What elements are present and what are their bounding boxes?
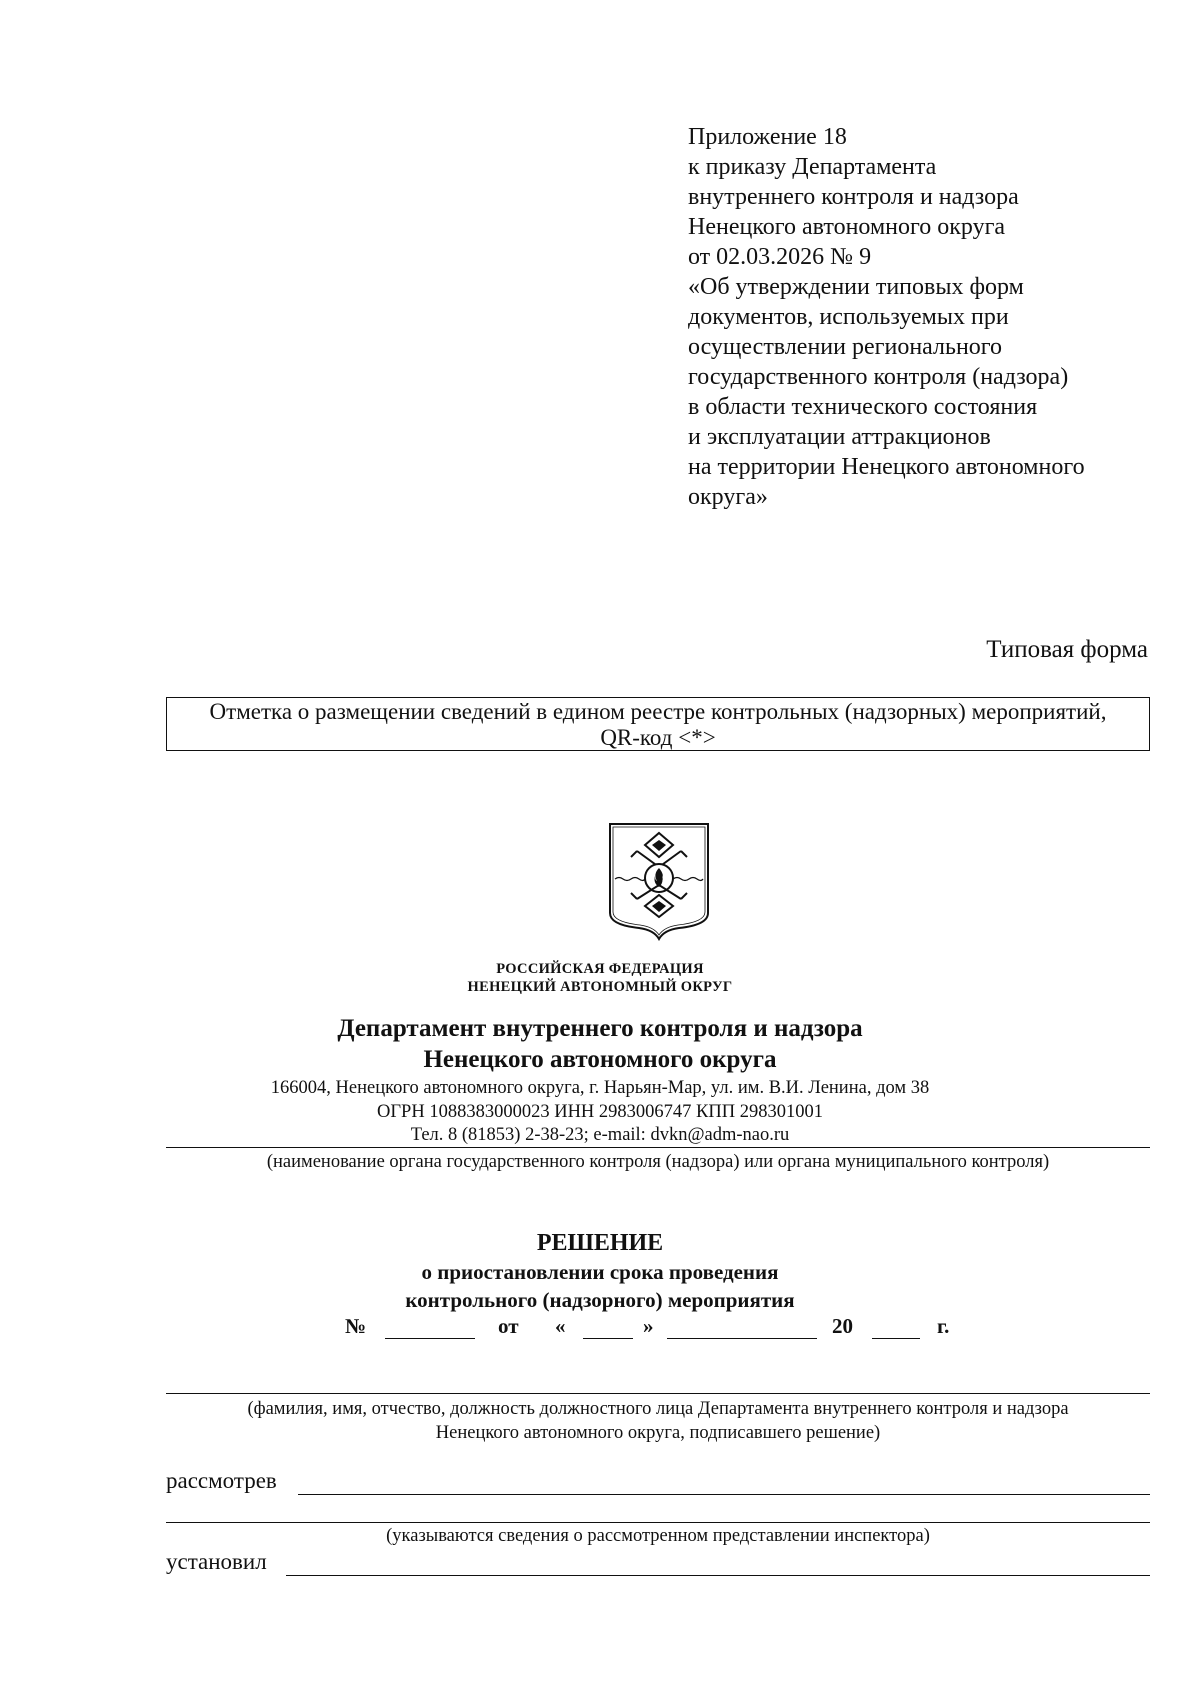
organization-rule bbox=[166, 1147, 1150, 1148]
year-blank[interactable] bbox=[872, 1314, 920, 1339]
country-heading: РОССИЙСКАЯ ФЕДЕРАЦИЯ bbox=[496, 961, 704, 977]
reviewed-line-2[interactable] bbox=[166, 1522, 1150, 1523]
appendix-line: осуществлении регионального bbox=[688, 334, 1003, 360]
appendix-line: документов, используемых при bbox=[688, 304, 1009, 330]
decision-subtitle-line2: контрольного (надзорного) мероприятия bbox=[405, 1288, 795, 1312]
department-address: 166004, Ненецкого автономного округа, г. Нарьян-Мар, ул. им. В.И. Ленина, дом 38 bbox=[270, 1078, 930, 1098]
registry-mark-line1: Отметка о размещении сведений в едином реестре контрольных (надзорных) мероприятий, bbox=[209, 699, 1107, 724]
appendix-line: внутреннего контроля и надзора bbox=[688, 184, 1019, 210]
registry-mark-line2: QR-код <*> bbox=[600, 725, 716, 750]
appendix-block bbox=[688, 122, 1158, 512]
appendix-line: государственного контроля (надзора) bbox=[688, 364, 1069, 390]
quote-open: « bbox=[555, 1314, 566, 1338]
organization-caption: (наименование органа государственного контроля (надзора) или органа муниципального контроля) bbox=[266, 1152, 1050, 1172]
appendix-line: «Об утверждении типовых форм bbox=[688, 274, 1024, 300]
appendix-line: в области технического состояния bbox=[688, 394, 1038, 420]
appendix-line: Ненецкого автономного округа bbox=[688, 214, 1006, 240]
day-blank[interactable] bbox=[583, 1314, 633, 1339]
reviewed-label: рассмотрев bbox=[166, 1468, 277, 1493]
decision-title: РЕШЕНИЕ bbox=[536, 1230, 664, 1256]
registry-mark-box bbox=[166, 697, 1150, 751]
official-caption-line2: Ненецкого автономного округа, подписавшего решение) bbox=[435, 1423, 881, 1443]
official-caption-line1: (фамилия, имя, отчество, должность должностного лица Департамента внутреннего контроля и надзора bbox=[247, 1399, 1069, 1419]
appendix-line: и эксплуатации аттракционов bbox=[688, 424, 991, 450]
number-label: № bbox=[345, 1314, 367, 1338]
appendix-line: Приложение 18 bbox=[688, 124, 847, 150]
form-type-label: Типовая форма bbox=[986, 636, 1148, 663]
appendix-line: на территории Ненецкого автономного bbox=[688, 454, 1085, 480]
department-name-line2: Ненецкого автономного округа bbox=[423, 1046, 777, 1073]
appendix-line: от 02.03.2026 № 9 bbox=[688, 244, 872, 270]
decision-subtitle-line1: о приостановлении срока проведения bbox=[421, 1260, 779, 1284]
established-label: установил bbox=[166, 1549, 267, 1574]
from-label: от bbox=[498, 1314, 519, 1338]
month-blank[interactable] bbox=[667, 1314, 817, 1339]
appendix-line: округа» bbox=[688, 484, 768, 510]
number-blank[interactable] bbox=[385, 1314, 475, 1339]
reviewed-line[interactable] bbox=[298, 1494, 1150, 1495]
nao-coat-of-arms-icon bbox=[607, 821, 711, 941]
decision-number-date-line bbox=[0, 1314, 1200, 1348]
department-name-line1: Департамент внутреннего контроля и надзора bbox=[337, 1015, 863, 1042]
region-heading: НЕНЕЦКИЙ АВТОНОМНЫЙ ОКРУГ bbox=[467, 979, 733, 995]
official-name-line[interactable] bbox=[166, 1393, 1150, 1394]
quote-close: » bbox=[643, 1314, 654, 1338]
inspector-caption: (указываются сведения о рассмотренном представлении инспектора) bbox=[386, 1526, 930, 1546]
appendix-line: к приказу Департамента bbox=[688, 154, 937, 180]
department-contacts: Тел. 8 (81853) 2-38-23; e-mail: dvkn@adm-nao.ru bbox=[410, 1125, 790, 1145]
year-suffix: г. bbox=[937, 1314, 950, 1338]
official-caption bbox=[166, 1397, 1150, 1445]
established-line[interactable] bbox=[286, 1575, 1150, 1576]
department-registration: ОГРН 1088383000023 ИНН 2983006747 КПП 298301001 bbox=[377, 1102, 823, 1122]
century-label: 20 bbox=[832, 1314, 853, 1338]
